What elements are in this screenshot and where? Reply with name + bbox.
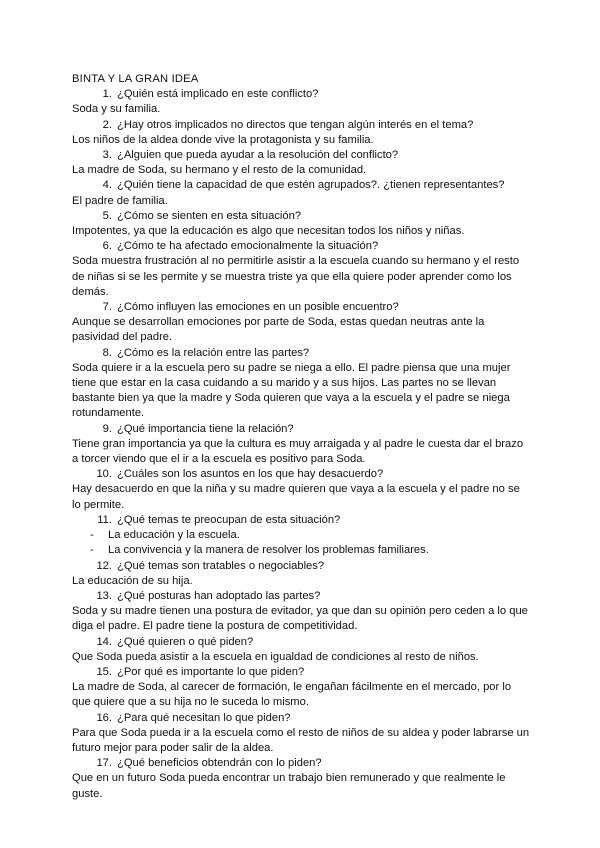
bullet-item (72, 528, 534, 543)
question-item (72, 87, 534, 102)
answer-line: Hay desacuerdo en que la niña y su madre quieren que vaya a la escuela y el padre no se (72, 483, 520, 496)
question-number: 17. (96, 757, 112, 770)
document-title: BINTA Y LA GRAN IDEA (72, 73, 199, 85)
question-text: ¿Quién está implicado en este conflicto? (117, 88, 319, 101)
question-text: ¿Qué beneficios obtendrán con lo piden? (117, 757, 322, 770)
question-item (72, 148, 534, 163)
answer-line: El padre de familia. (72, 194, 168, 207)
question-text: ¿Para qué necesitan lo que piden? (117, 711, 291, 724)
question-text: ¿Cómo es la relación entre las partes? (117, 346, 310, 359)
question-number: 8. (102, 346, 112, 359)
question-text: ¿Qué temas te preocupan de esta situación? (117, 513, 341, 526)
answer-line: Los niños de la aldea donde vive la protagonista y su familia. (72, 133, 374, 146)
answer-line: a torcer viendo que el ir a la escuela es positivo para Soda. (72, 453, 366, 466)
question-list (72, 87, 534, 802)
answer-line: Impotentes, ya que la educación es algo que necesitan todos los niños y niñas. (72, 225, 465, 238)
question-item (72, 559, 534, 574)
question-item (72, 300, 534, 315)
answer-line: demás. (72, 285, 109, 298)
question-number: 14. (96, 635, 112, 648)
answer-line: diga el padre. El padre tiene la postura de competitividad. (72, 620, 358, 633)
question-text: ¿Hay otros implicados no directos que tengan algún interés en el tema? (117, 118, 474, 131)
question-item (72, 589, 534, 604)
answer-line: tiene que estar en la casa cuidando a su marido y a sus hijos. Las partes no se llevan (72, 377, 497, 390)
question-item (72, 635, 534, 650)
question-item (72, 756, 534, 771)
question-text: ¿Cómo te ha afectado emocionalmente la situación? (117, 240, 379, 253)
question-number: 2. (102, 118, 112, 131)
answer-line: La madre de Soda, su hermano y el resto de la comunidad. (72, 164, 367, 177)
question-text: ¿Qué posturas han adoptado las partes? (117, 589, 321, 602)
question-item (72, 467, 534, 482)
answer-line: La madre de Soda, al carecer de formación, le engañan fácilmente en el mercado, por lo (72, 681, 512, 694)
question-text: ¿Alguien que pueda ayudar a la resolución del conflicto? (117, 149, 399, 162)
answer-line: pasividad del padre. (72, 331, 173, 344)
question-text: ¿Cómo influyen las emociones en un posible encuentro? (117, 301, 399, 314)
document-page (72, 72, 534, 802)
question-number: 15. (96, 665, 112, 678)
answer-line: La educación de su hija. (72, 574, 193, 587)
answer-line: Soda quiere ir a la escuela pero su padre se niega a ello. El padre piensa que una mujer (72, 361, 511, 374)
answer-line: Que Soda pueda asistir a la escuela en igualdad de condiciones al resto de niños. (72, 650, 479, 663)
question-number: 13. (96, 589, 112, 602)
question-number: 11. (97, 513, 112, 526)
answer-line: guste. (72, 787, 103, 800)
answer-line: futuro mejor para poder salir de la aldea. (72, 741, 274, 754)
answer-line: Aunque se desarrollan emociones por parte de Soda, estas quedan neutras ante la (72, 316, 485, 329)
question-text: ¿Qué quieren o qué piden? (117, 635, 254, 648)
answer-line: Soda y su madre tienen una postura de evitador, ya que dan su opinión pero ceden a lo que (72, 605, 528, 618)
question-text: ¿Quién tiene la capacidad de que estén agrupados?. ¿tienen representantes? (117, 179, 505, 192)
answer-line: Que en un futuro Soda pueda encontrar un trabajo bien remunerado y que realmente le (72, 772, 506, 785)
question-text: ¿Qué importancia tiene la relación? (117, 422, 294, 435)
question-text: ¿Qué temas son tratables o negociables? (117, 559, 325, 572)
answer-line: Soda y su familia. (72, 103, 161, 116)
question-item (72, 665, 534, 680)
question-text: ¿Cuáles son los asuntos en los que hay desacuerdo? (117, 468, 384, 481)
question-number: 7. (102, 301, 112, 314)
question-number: 3. (102, 149, 112, 162)
bullet-text: La educación y la escuela. (108, 529, 240, 542)
answer-line: que quiere que a su hija no le suceda lo mismo. (72, 696, 309, 709)
answer-line: lo permite. (72, 498, 125, 511)
question-number: 12. (96, 559, 112, 572)
question-item (72, 346, 534, 361)
question-number: 5. (102, 209, 112, 222)
question-number: 9. (102, 422, 112, 435)
answer-line: rotundamente. (72, 407, 145, 420)
answer-line: Para que Soda pueda ir a la escuela como el resto de niños de su aldea y poder labrarse un (72, 726, 530, 739)
question-item (72, 422, 534, 437)
answer-line: Tiene gran importancia ya que la cultura es muy arraigada y al padre le cuesta dar el brazo (72, 437, 524, 450)
question-number: 10. (96, 468, 112, 481)
question-number: 16. (96, 711, 112, 724)
question-item (72, 178, 534, 193)
bullet-text: La convivencia y la manera de resolver los problemas familiares. (108, 544, 429, 557)
question-item (72, 513, 534, 528)
answer-line: de niñas si se les permite y se muestra triste ya que ella quiere poder aprender como los (72, 270, 512, 283)
question-text: ¿Por qué es importante lo que piden? (117, 665, 305, 678)
question-item (72, 711, 534, 726)
answer-line: Soda muestra frustración al no permitirle asistir a la escuela cuando su hermano y el resto (72, 255, 520, 268)
question-item (72, 239, 534, 254)
bullet-item (72, 543, 534, 558)
question-number: 6. (102, 240, 112, 253)
dash-bullet-icon: - (90, 529, 94, 542)
dash-bullet-icon: - (90, 544, 94, 557)
answer-line: bastante bien ya que la madre y Soda quieren que vaya a la escuela y el padre se niega (72, 392, 510, 405)
question-item (72, 118, 534, 133)
question-item (72, 209, 534, 224)
question-number: 1. (102, 88, 112, 101)
question-number: 4. (102, 179, 112, 192)
question-text: ¿Cómo se sienten en esta situación? (117, 209, 302, 222)
